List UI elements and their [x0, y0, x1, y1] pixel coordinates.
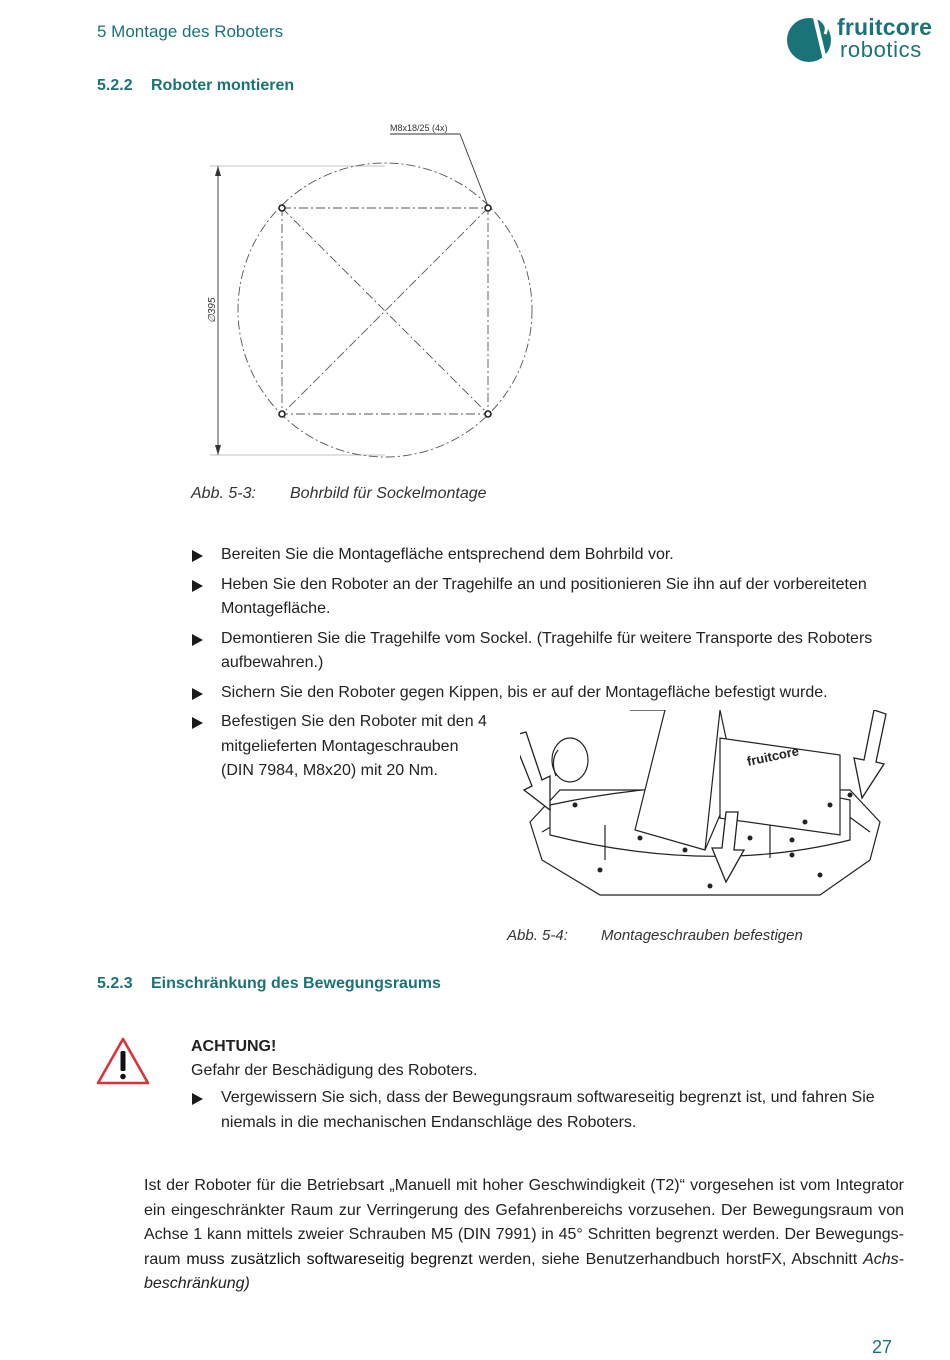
robot-brand-label: fruitcore [745, 743, 801, 769]
robot-base-figure [520, 710, 900, 910]
figure-caption-5-4 [507, 927, 803, 944]
drilling-pattern-figure [190, 118, 550, 468]
section-heading-5-2-3 [97, 975, 441, 993]
section-title: Roboter montieren [151, 77, 295, 94]
list-item: Heben Sie den Roboter an der Tragehilfe an und positionieren Sie ihn auf der vorbereiteten Montagefläche. [192, 573, 902, 622]
section-reference: Achs-beschränkung) [144, 1250, 905, 1292]
list-item: Sichern Sie den Roboter gegen Kippen, bis er auf der Montagefläche befestigt wurde. [192, 681, 902, 706]
hole-square [282, 208, 488, 414]
body-paragraph: Ist der Roboter für die Betriebsart „Manuell mit hoher Geschwindigkeit (T2)“ vorgesehen ist vom Integrator ein eingeschränkter Raum zur Verringerung des Gefahrenbereichs vorzusehen. Der Bewegungsraum von Achse 1 kann mittels zweier Schrauben M5 (DIN 7991) in 45° Schritten begrenzt werden. Der Bewegungs-raum muss zusätzlich softwareseitig begrenzt werden, siehe Benutzerhandbuch horstFX, Abschnitt Achs-beschränkung) [144, 1177, 905, 1292]
page-number: 27 [872, 1337, 893, 1357]
caption-label: Abb. 5-4: [507, 927, 568, 944]
emphasis-text: muss zusätzlich softwareseitig begrenzt [186, 1250, 473, 1268]
list-item: Demontieren Sie die Tragehilfe vom Sockel. (Tragehilfe für weitere Transporte des Roboters aufbewahren.) [192, 627, 902, 676]
section-title: Einschränkung des Bewegungsraums [151, 975, 441, 992]
bullet-triangle-icon [192, 634, 203, 646]
mounting-hole [485, 411, 491, 417]
section-number: 5.2.3 [97, 975, 133, 992]
company-logo [785, 12, 940, 64]
logo-mark-icon [785, 14, 835, 64]
logo-word-robotics: robotics [840, 37, 922, 62]
warning-triangle-icon [95, 1036, 151, 1086]
list-item: Befestigen Sie den Roboter mit den 4 mitgelieferten Montageschrauben (DIN 7984, M8x20) mit 20 Nm. [192, 710, 491, 784]
list-item: Bereiten Sie die Montagefläche entsprechend dem Bohrbild vor. [192, 543, 902, 568]
mounting-hole [279, 411, 285, 417]
list-item: Vergewissern Sie sich, dass der Bewegungsraum softwareseitig begrenzt ist, und fahren Sie niemals in die mechanischen Endanschläge des Roboters. [192, 1086, 902, 1135]
section-heading-5-2-2 [97, 77, 294, 95]
caption-label: Abb. 5-3: [191, 485, 256, 502]
section-number: 5.2.2 [97, 77, 133, 94]
warning-subheading: Gefahr der Beschädigung des Roboters. [191, 1062, 478, 1079]
chapter-title: 5 Montage des Roboters [97, 22, 284, 41]
diameter-dimension: ∅395 [207, 297, 218, 323]
figure-caption-5-3 [191, 485, 487, 503]
bullet-triangle-icon [192, 688, 203, 700]
arrow-down-icon [854, 710, 886, 798]
caption-text: Montageschrauben befestigen [601, 927, 803, 944]
caption-text: Bohrbild für Sockelmontage [290, 485, 487, 502]
bullet-triangle-icon [192, 580, 203, 592]
warning-heading: ACHTUNG! [191, 1038, 277, 1055]
warning-list [192, 1086, 902, 1140]
bullet-triangle-icon [192, 550, 203, 562]
arrow-down-icon [520, 732, 550, 810]
logo-word-fruitcore: fruitcore [837, 14, 933, 40]
mounting-hole [485, 205, 491, 211]
hole-callout: M8x18/25 (4x) [390, 123, 448, 133]
bullet-triangle-icon [192, 717, 203, 729]
mounting-hole [279, 205, 285, 211]
knob [552, 738, 588, 782]
bullet-triangle-icon [192, 1093, 203, 1105]
